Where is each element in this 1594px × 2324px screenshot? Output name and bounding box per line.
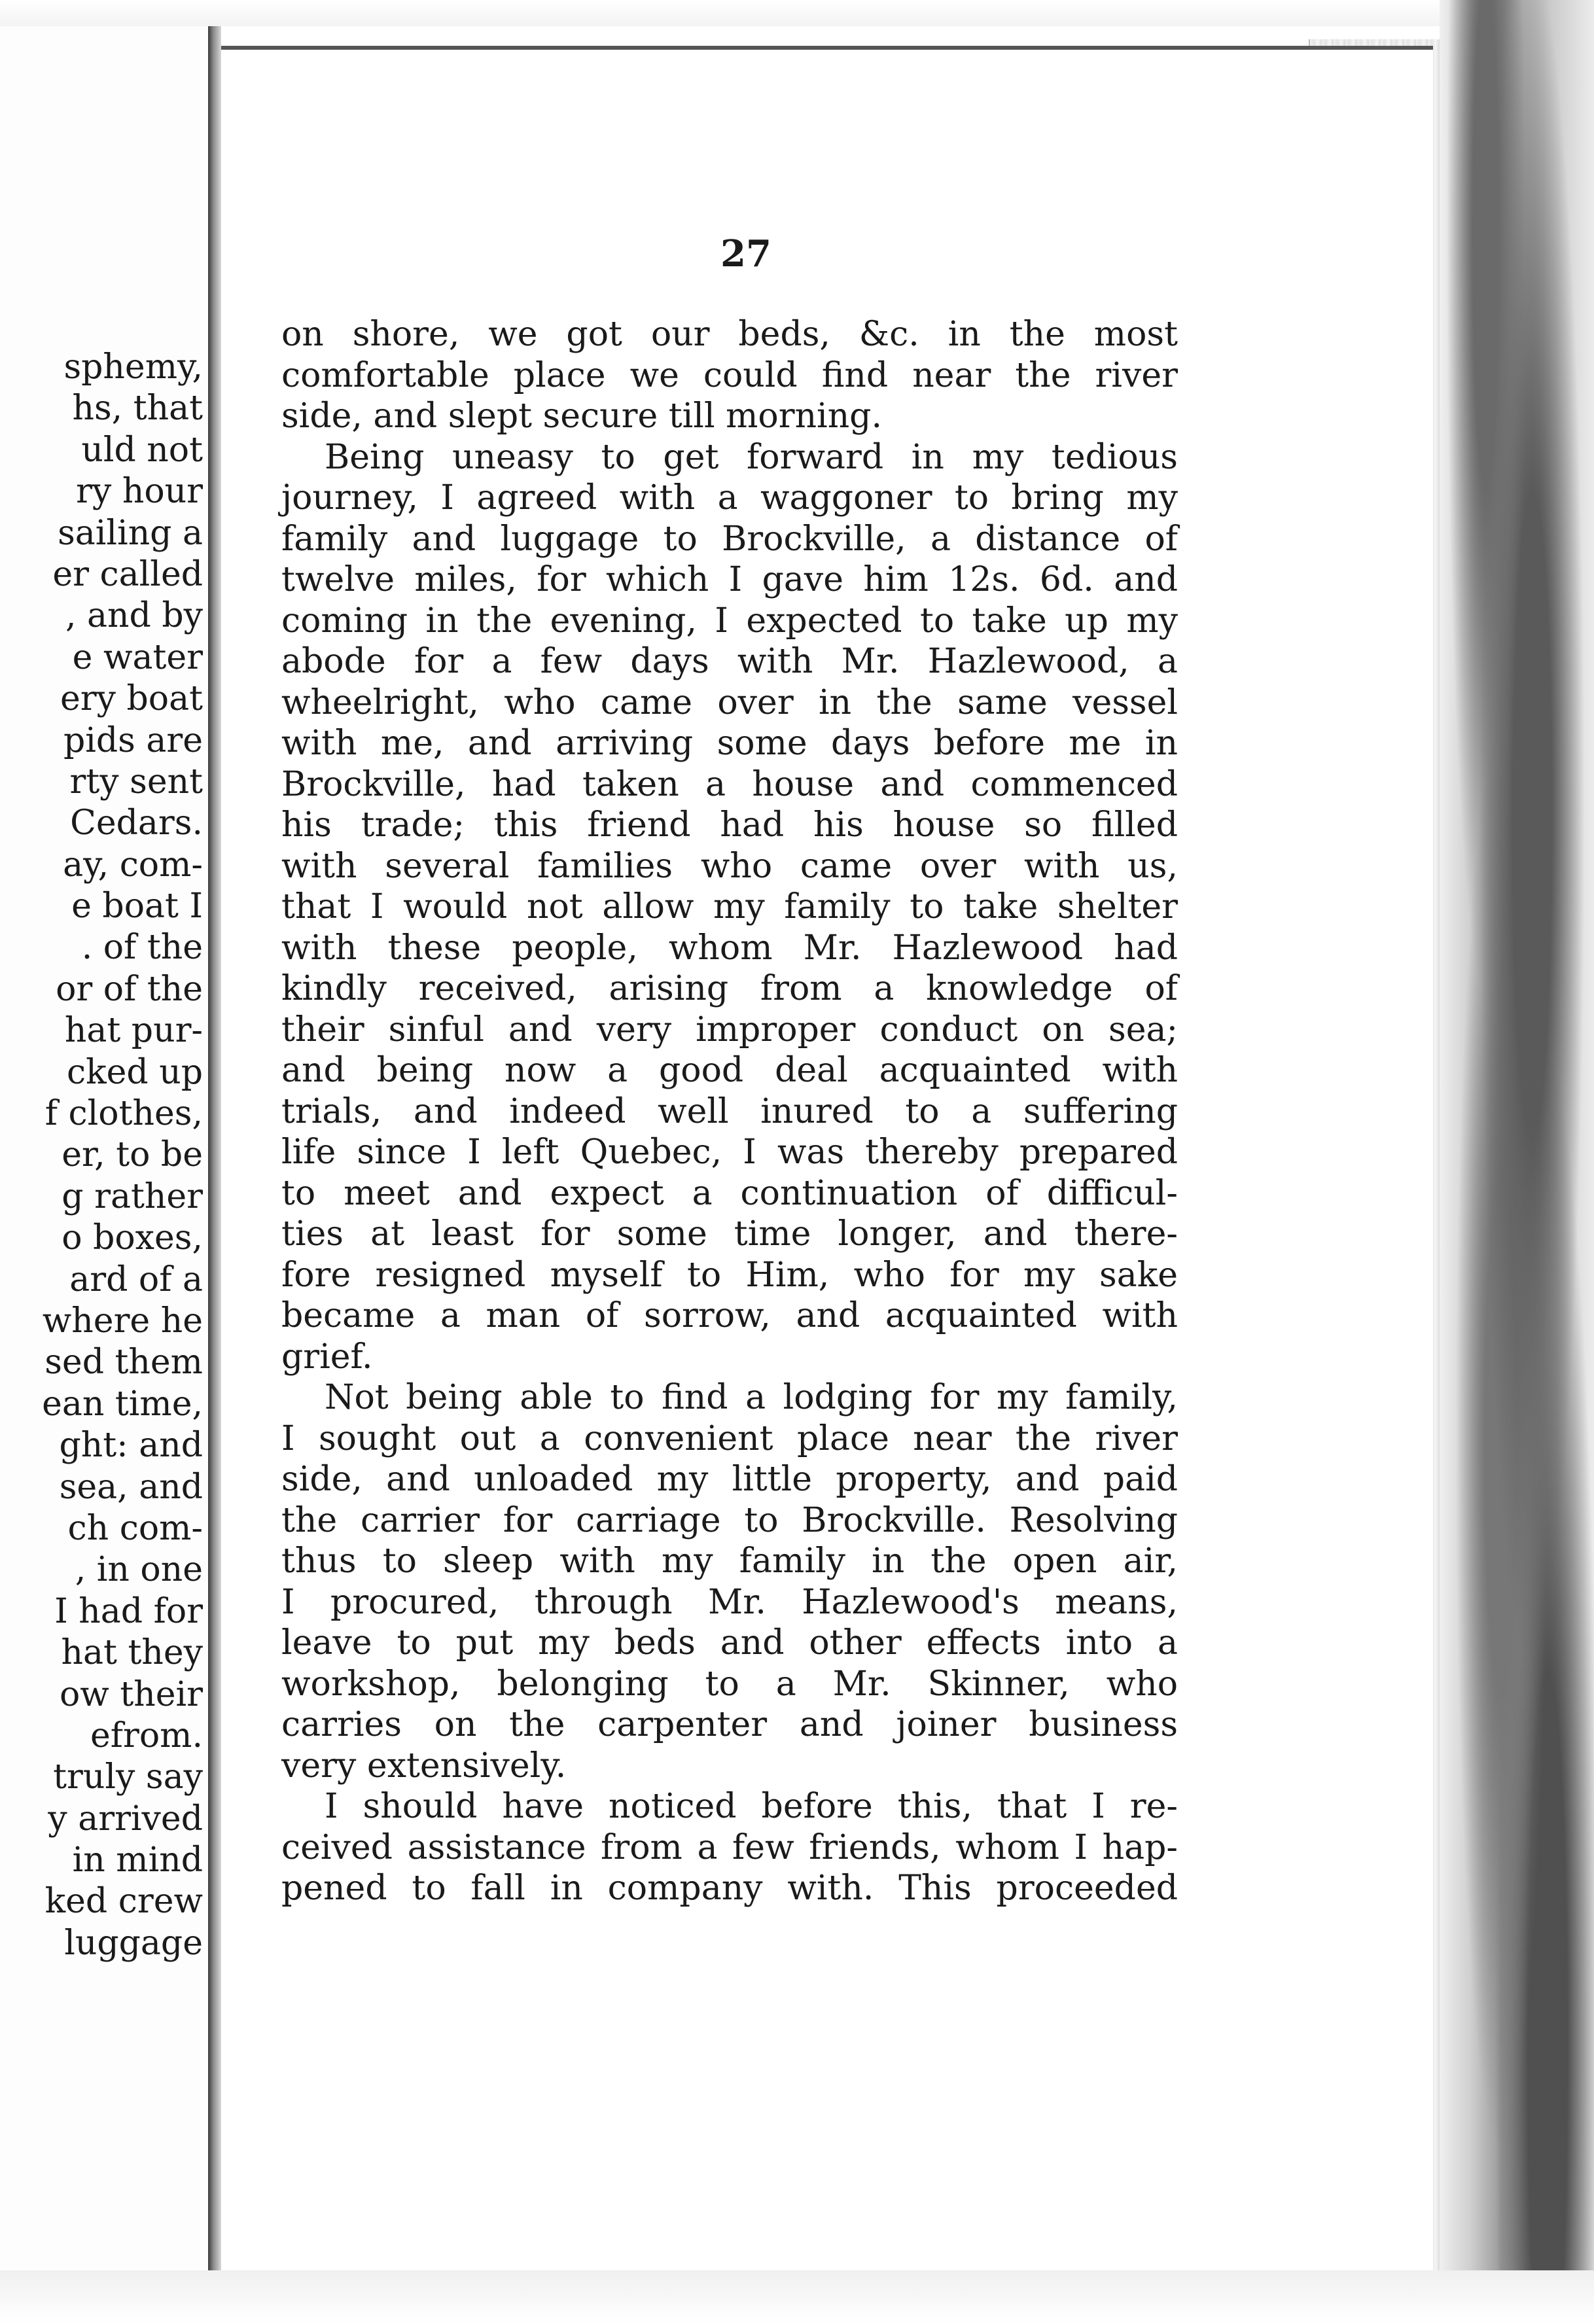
left-page-line: sed them [44, 1343, 203, 1382]
text-line: trials, and indeed well inured to a suffering [281, 1091, 1178, 1131]
left-page-line: sea, and [59, 1467, 203, 1507]
left-page-text [42, 347, 203, 1964]
text-line: life since I left Quebec, I was thereby prepared [281, 1133, 1178, 1172]
left-page-line: hat pur- [64, 1011, 203, 1051]
left-page-line: efrom. [90, 1716, 203, 1755]
scan-top-margin [0, 0, 1594, 26]
text-line: with me, and arriving some days before me in [281, 724, 1178, 763]
left-page-line: e boat I [71, 887, 203, 926]
left-page-line: Cedars. [70, 803, 203, 843]
text-line: on shore, we got our beds, &c. in the most [281, 315, 1178, 354]
text-line: with these people, whom Mr. Hazlewood had [281, 928, 1178, 968]
text-line: with several families who came over with us, [281, 846, 1178, 886]
text-line: workshop, belonging to a Mr. Skinner, who [281, 1664, 1178, 1704]
text-line: family and luggage to Brockville, a distance of [281, 519, 1178, 559]
left-page-line: rty sent [69, 762, 203, 801]
text-line: I sought out a convenient place near the river [281, 1418, 1178, 1458]
text-line: leave to put my beds and other effects into a [281, 1623, 1178, 1663]
left-page-line: ard of a [69, 1259, 203, 1299]
text-line: his trade; this friend had his house so filled [281, 805, 1178, 845]
left-page-line: uld not [81, 430, 203, 470]
text-line: their sinful and very improper conduct on sea; [281, 1010, 1178, 1049]
left-page-line: or of the [56, 969, 203, 1009]
left-page-line: sphemy, [63, 347, 203, 387]
left-page-line: where he [42, 1301, 203, 1341]
left-page-line: ery boat [60, 679, 203, 719]
left-page-line: e water [72, 637, 203, 677]
left-page-line: I had for [54, 1591, 203, 1631]
left-page-line: luggage [64, 1923, 203, 1963]
left-page-line: f clothes, [44, 1094, 203, 1134]
left-page-line: , and by [65, 596, 203, 636]
text-line: I should have noticed before this, that I re- [325, 1787, 1178, 1826]
left-page-line: ry hour [76, 472, 203, 512]
left-page-line: o boxes, [62, 1218, 203, 1258]
text-line: wheelright, who came over in the same vessel [281, 682, 1178, 722]
text-line: very extensively. [281, 1746, 567, 1786]
left-page-line: ght: and [59, 1426, 203, 1466]
marbled-cover-edge [1440, 0, 1594, 2324]
text-line: Being uneasy to get forward in my tedious [325, 437, 1178, 477]
text-line: twelve miles, for which I gave him 12s. 6d. and [281, 560, 1178, 599]
text-line: to meet and expect a continuation of difficul- [281, 1173, 1178, 1213]
page-number: 27 [720, 232, 771, 275]
left-page-line: y arrived [48, 1799, 203, 1839]
text-line: grief. [281, 1337, 373, 1377]
page-body-text [281, 314, 1178, 1909]
text-line: pened to fall in company with. This proceeded [281, 1869, 1178, 1908]
left-page-line: g rather [62, 1176, 203, 1216]
left-page-line: , in one [75, 1550, 203, 1590]
text-line: Not being able to find a lodging for my family, [325, 1378, 1178, 1417]
left-page-line: er, to be [62, 1135, 203, 1175]
left-page-line: truly say [53, 1757, 203, 1797]
text-line: ceived assistance from a few friends, whom I hap- [281, 1827, 1178, 1867]
scan-bottom-margin [0, 2270, 1594, 2324]
text-line: side, and unloaded my little property, and paid [281, 1460, 1178, 1499]
text-line: thus to sleep with my family in the open air, [281, 1541, 1178, 1581]
left-page-line: ch com- [67, 1508, 203, 1548]
text-line: the carrier for carriage to Brockville. Resolving [281, 1500, 1178, 1540]
text-line: Brockville, had taken a house and commenced [281, 764, 1178, 804]
text-line: side, and slept secure till morning. [281, 396, 882, 436]
left-page-line: pids are [63, 720, 203, 760]
left-page-line: . of the [81, 928, 203, 968]
left-page-line: ow their [60, 1674, 203, 1714]
text-line: became a man of sorrow, and acquainted with [281, 1296, 1178, 1335]
left-page-line: cked up [67, 1052, 203, 1092]
left-page-line: hat they [61, 1633, 203, 1673]
text-line: abode for a few days with Mr. Hazlewood, a [281, 642, 1178, 681]
left-page-line: er called [52, 554, 203, 594]
text-line: coming in the evening, I expected to take up my [281, 601, 1178, 641]
left-page [0, 26, 210, 2283]
text-line: ties at least for some time longer, and there- [281, 1214, 1178, 1254]
text-line: that I would not allow my family to take shelter [281, 887, 1178, 926]
book-gutter [208, 26, 221, 2283]
text-line: journey, I agreed with a waggoner to bring my [281, 478, 1178, 518]
text-line: fore resigned myself to Him, who for my sake [281, 1255, 1178, 1295]
text-line: I procured, through Mr. Hazlewood's means, [281, 1582, 1178, 1622]
left-page-line: sailing a [58, 513, 203, 553]
text-line: comfortable place we could find near the river [281, 355, 1178, 395]
left-page-line: hs, that [72, 389, 203, 429]
text-line: and being now a good deal acquainted with [281, 1051, 1178, 1090]
left-page-line: ean time, [42, 1384, 203, 1424]
left-page-line: ked crew [44, 1882, 203, 1922]
left-page-line: in mind [72, 1840, 203, 1880]
left-page-line: ay, com- [63, 845, 203, 885]
text-line: kindly received, arising from a knowledge of [281, 969, 1178, 1008]
text-line: carries on the carpenter and joiner business [281, 1705, 1178, 1744]
